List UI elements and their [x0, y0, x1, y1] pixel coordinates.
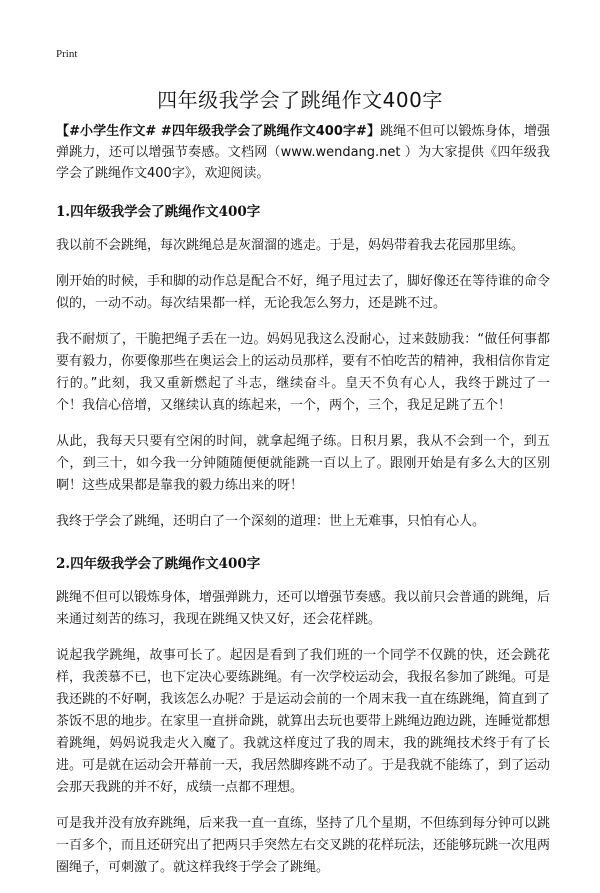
- paragraph: 可是我并没有放弃跳绳，后来我一直一直练，坚持了几个星期，不但练到每分钟可以跳一百多个，而且还研究出了把两只手突然左右交叉跳的花样玩法，还能够玩跳一次甩两圈绳子，可刺激了。就这样我终于学会了跳绳。: [56, 816, 551, 875]
- print-label: Print: [56, 48, 78, 60]
- document-title: 四年级我学会了跳绳作文400字: [157, 88, 443, 112]
- paragraph: 跳绳不但可以锻炼身体，增强弹跳力，还可以增强节奏感。我以前只会普通的跳绳，后来通过刻苦的练习，我现在跳绳又快又好，还会花样跳。: [56, 590, 551, 627]
- paragraph: 我终于学会了跳绳，还明白了一个深刻的道理：世上无难事，只怕有心人。: [56, 514, 486, 529]
- intro-text: 跳绳不但可以锻炼身体，增强弹跳力，还可以增强节奏感。文档网（www.wendang.net ）为大家提供《四年级我学会了跳绳作文400字》，欢迎阅读。: [56, 124, 550, 181]
- intro-tag: 【#小学生作文# #四年级我学会了跳绳作文400字#】: [56, 124, 381, 139]
- paragraph: 说起我学跳绳，故事可长了。起因是看到了我们班的一个同学不仅跳的快，还会跳花样，我羡慕不已，也下定决心要练跳绳。有一次学校运动会，我报名参加了跳绳。可是我还跳的不好啊，我该怎么办呢？于是运动会前的一个周末我一直在练跳绳，简直到了茶饭不思的地步。在家里一直拼命跳，就算出去玩也要带上跳绳边跑边跳，连睡觉都想着跳绳，妈妈说我走火入魔了。我就这样度过了我的周末，我的跳绳技术终于有了长进。可是就在运动会开幕前一天，我居然脚疼跳不动了。于是我就不能练了，到了运动会那天我跳的并不好，成绩一点都不理想。: [56, 648, 551, 795]
- paragraph: 我以前不会跳绳，每次跳绳总是灰溜溜的逃走。于是，妈妈带着我去花园那里练。: [56, 238, 525, 253]
- paragraph: 我不耐烦了，干脆把绳子丢在一边。妈妈见我这么没耐心，过来鼓励我：“做任何事都要有毅力，你要像那些在奥运会上的运动员那样，要有不怕吃苦的精神，我相信你肯定行的。”此刻，我又重新燃起了斗志，继续奋斗。皇天不负有心人，我终于跳过了一个！我信心倍增，又继续认真的练起来，一个，两个，三个，我足足跳了五个！: [56, 332, 551, 413]
- paragraph: 刚开始的时候，手和脚的动作总是配合不好，绳子甩过去了，脚好像还在等待谁的命令似的，一动不动。每次结果都一样，无论我怎么努力，还是跳不过。: [56, 274, 551, 311]
- intro-paragraph: [56, 121, 550, 184]
- section-heading: 2.四年级我学会了跳绳作文400字: [56, 556, 261, 572]
- section-heading: 1.四年级我学会了跳绳作文400字: [56, 204, 261, 220]
- document-body: [56, 121, 550, 893]
- paragraph: 从此，我每天只要有空闲的时间，就拿起绳子练。日积月累，我从不会到一个，到五个，到三十，如今我一分钟随随便便就能跳一百以上了。跟刚开始是有多么大的区别啊！这些成果都是靠我的毅力练出来的呀！: [56, 434, 550, 493]
